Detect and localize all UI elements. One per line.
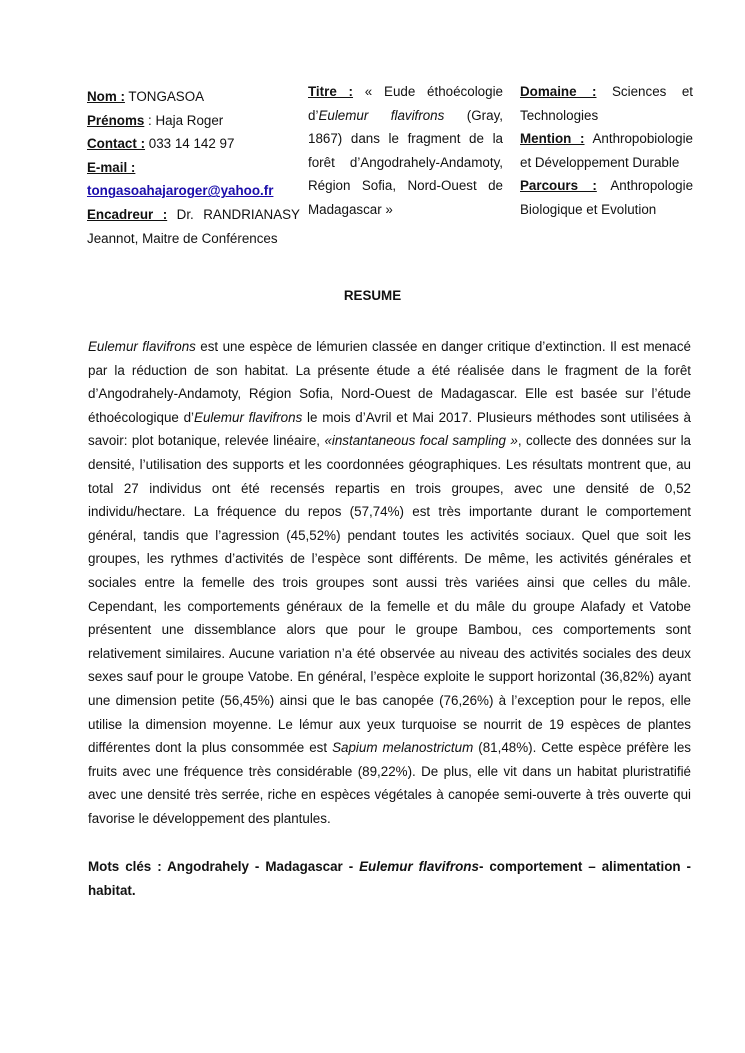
keywords-part-2: - comportement – alimentation - habitat. xyxy=(88,859,691,898)
resume-text-1: est une espèce de lémurien classée en danger critique d’extinction. Il est menacé par la réduction de son habitat. La présente étude a été réalisée dans le fragment de la forêt d’Angodrahely-Andamoty, Région Sofia, Nord-Ouest de Madagascar. Elle est basée sur l’étude éthoécologique d’ xyxy=(88,339,691,425)
mention-label: Mention : xyxy=(520,131,585,147)
domaine-label: Domaine : xyxy=(520,84,597,99)
program-block xyxy=(520,80,693,222)
encadreur-value-1: Dr. RANDRIANASY xyxy=(176,206,300,222)
encadreur-row-2 xyxy=(87,227,300,251)
email-label: E-mail : xyxy=(87,159,136,175)
email-row xyxy=(87,179,300,203)
email-label-row xyxy=(87,156,300,180)
method-name: «instantaneous focal sampling » xyxy=(324,433,518,449)
resume-body xyxy=(88,335,691,830)
contact-value: 033 14 142 97 xyxy=(148,136,235,152)
titre-species: Eulemur flavifrons xyxy=(318,107,445,123)
species-name: Eulemur flavifrons xyxy=(88,339,196,354)
titre-text-1: « Eude éthoécologie d’ xyxy=(308,84,503,123)
mention-value: Anthropobiologie et Développement Durable xyxy=(520,131,693,170)
contact-row xyxy=(87,132,300,156)
parcours-label: Parcours : xyxy=(520,178,597,194)
nom-label: Nom : xyxy=(87,89,125,104)
keywords-species: Eulemur flavifrons xyxy=(359,859,479,874)
plant-species-name: Sapium melanostrictum xyxy=(332,740,474,756)
species-name: Eulemur flavifrons xyxy=(194,409,303,425)
author-info xyxy=(87,80,300,250)
prenoms-row xyxy=(87,109,300,133)
nom-value: TONGASOA xyxy=(128,89,205,104)
resume-heading: RESUME xyxy=(343,288,402,303)
resume-text-3: , collecte des données sur la densité, l’utilisation des supports et les coordonnées géographiques. Les résultats montrent que, au total 27 individus ont été recensés repartis en trois groupes, avec une densité de 0,52 individu/hectare. La fréquence du repos (57,74%) est très importante durant le comportement général, tandis que l’agression (45,52%) pendant toutes les activités sociaux. Quel que soit les groupes, les rythmes d’activités de l’espèce sont différents. De même, les activités générales et sociales entre la femelle des trois groupes sont aussi très variées ainsi que celles du mâle. Cependant, les comportements généraux de la femelle et du mâle du groupe Alafady et Vatobe présentent une dissemblance alors que pour le groupe Bambou, ces comportements sont relativement similaires. Aucune variation n’a été observée au niveau des activités sociales des deux sexes sauf pour le groupe Vatobe. En général, l’espèce exploite le support horizontal (36,82%) ayant une dimension petite (56,45%) ainsi que le bas canopée (76,26%) à l’exception pour le repos, elle utilise la dimension moyenne. Le lémur aux yeux turquoise se nourrit de 19 espèces de plantes différentes dont la plus consommée est xyxy=(88,433,691,756)
encadreur-row xyxy=(87,203,300,227)
keywords xyxy=(88,855,691,902)
domaine-row xyxy=(520,80,693,127)
encadreur-label: Encadreur : xyxy=(87,206,168,222)
email-link[interactable]: tongasoahajaroger@yahoo.fr xyxy=(87,183,274,199)
encadreur-value-2: Jeannot, Maitre de Conférences xyxy=(87,230,278,246)
resume-text-4: (81,48%). Cette espèce préfère les fruits avec une fréquence très considérable (89,22%). De plus, elle vit dans un habitat pluristratifié avec une densité très serrée, riche en espèces végétales à canopée semi-ouverte à très ouverte qui favorise le développement des plantules. xyxy=(88,740,691,826)
domaine-value: Sciences et Technologies xyxy=(520,84,693,123)
mention-row xyxy=(520,127,693,174)
nom-row xyxy=(87,85,300,109)
parcours-value: Anthropologie Biologique et Evolution xyxy=(520,178,694,217)
keywords-part-1: Mots clés : Angodrahely - Madagascar - xyxy=(88,859,360,874)
title-block xyxy=(308,80,503,222)
resume-text-2: le mois d’Avril et Mai 2017. Plusieurs méthodes sont utilisées à savoir: plot botanique, relevée linéaire, xyxy=(88,409,692,449)
titre-label: Titre : xyxy=(308,84,354,99)
prenoms-value: Haja Roger xyxy=(155,112,224,128)
titre-text-2: (Gray, 1867) dans le fragment de la forêt d’Angodrahely-Andamoty, Région Sofia, Nord-Ouest de Madagascar » xyxy=(308,107,503,217)
contact-label: Contact : xyxy=(87,136,146,152)
prenoms-label: Prénoms xyxy=(87,112,145,128)
parcours-row xyxy=(520,174,693,221)
prenoms-separator: : xyxy=(148,112,152,128)
